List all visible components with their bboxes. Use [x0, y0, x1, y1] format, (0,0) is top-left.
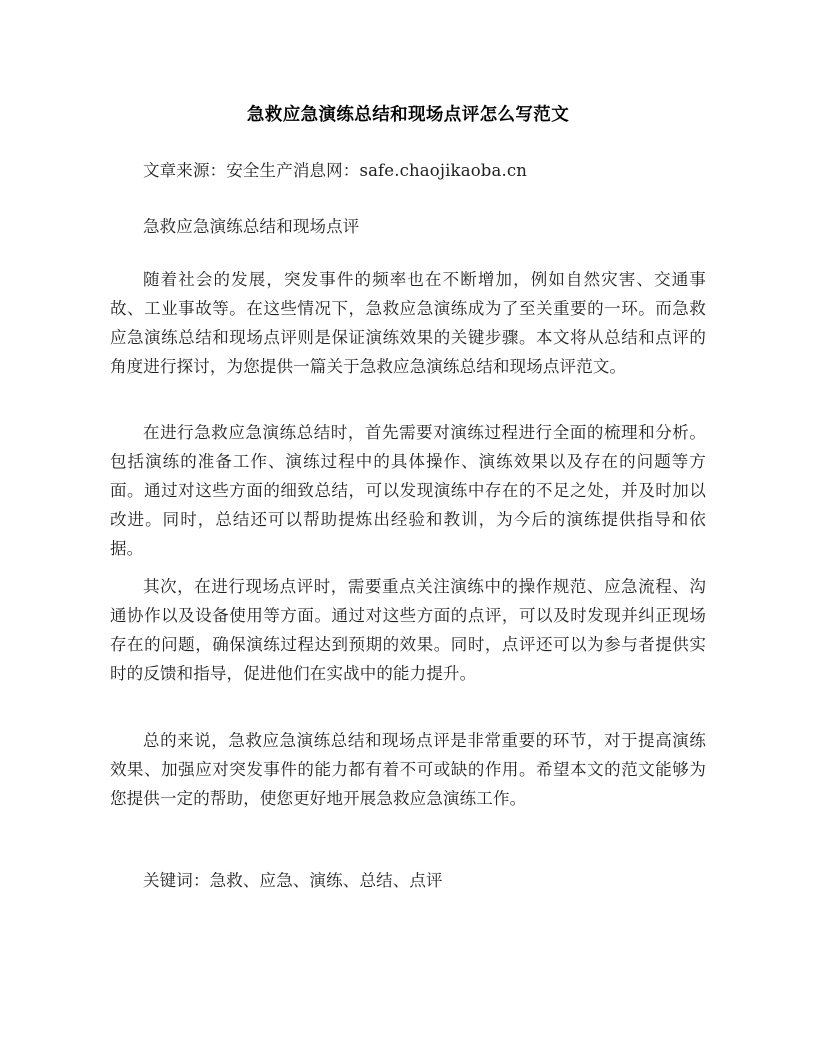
- body-paragraph-3: 其次，在进行现场点评时，需要重点关注演练中的操作规范、应急流程、沟通协作以及设备使用等方面。通过对这些方面的点评，可以及时发现并纠正现场存在的问题，确保演练过程达到预期的效果。同时，点评还可以为参与者提供实时的反馈和指导，促进他们在实战中的能力提升。: [110, 577, 706, 683]
- keywords-line: 关键词：急救、应急、演练、总结、点评: [143, 871, 443, 890]
- body-paragraph-2: 在进行急救应急演练总结时，首先需要对演练过程进行全面的梳理和分析。包括演练的准备工作、演练过程中的具体操作、演练效果以及存在的问题等方面。通过对这些方面的细致总结，可以发现演练中存在的不足之处，并及时加以改进。同时，总结还可以帮助提炼出经验和教训，为今后的演练提供指导和依据。: [110, 423, 706, 558]
- body-paragraph-4: 总的来说，急救应急演练总结和现场点评是非常重要的环节，对于提高演练效果、加强应对突发事件的能力都有着不可或缺的作用。希望本文的范文能够为您提供一定的帮助，使您更好地开展急救应急演练工作。: [110, 731, 706, 808]
- body-paragraph-1: 随着社会的发展，突发事件的频率也在不断增加，例如自然灾害、交通事故、工业事故等。在这些情况下，急救应急演练成为了至关重要的一环。而急救应急演练总结和现场点评则是保证演练效果的关键步骤。本文将从总结和点评的角度进行探讨，为您提供一篇关于急救应急演练总结和现场点评范文。: [110, 270, 706, 376]
- article-source-line: 文章来源：安全生产消息网：safe.chaojikaoba.cn: [143, 161, 528, 180]
- article-subtitle: 急救应急演练总结和现场点评: [143, 217, 360, 236]
- page-title: 急救应急演练总结和现场点评怎么写范文: [246, 105, 570, 125]
